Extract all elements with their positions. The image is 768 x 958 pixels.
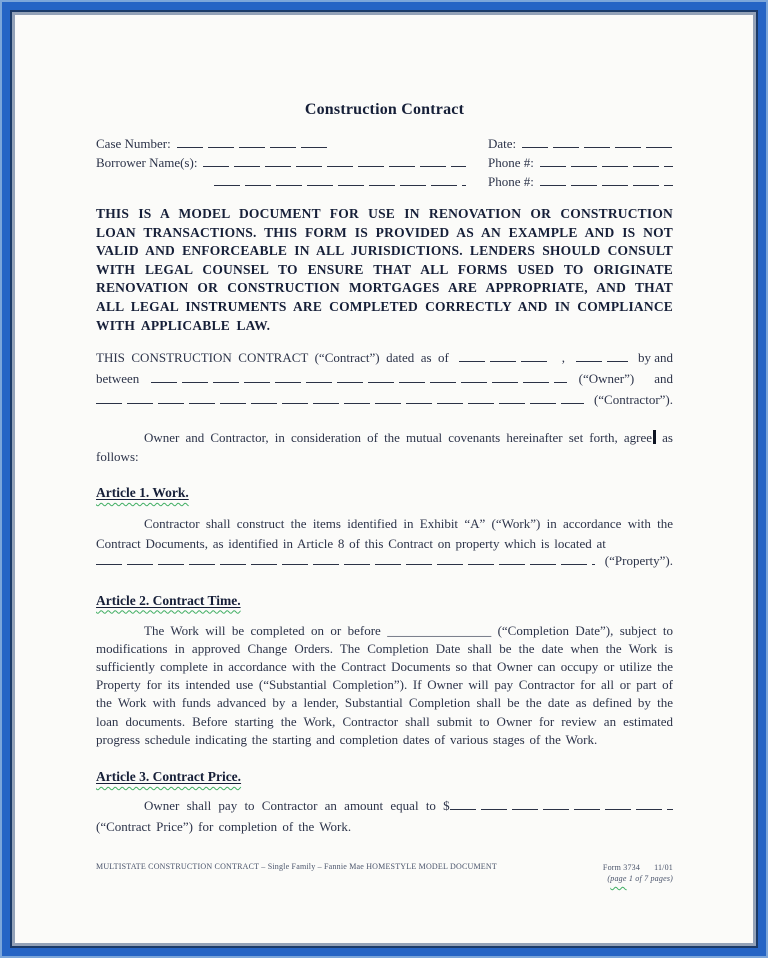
owner-name-blank xyxy=(151,371,566,383)
borrower-name-blank-line xyxy=(203,155,466,167)
property-term: (“Property”). xyxy=(604,553,673,569)
borrower-name-row xyxy=(96,155,488,174)
date-row xyxy=(488,136,673,155)
model-document-disclaimer: THIS IS A MODEL DOCUMENT FOR USE IN RENOVATION OR CONSTRUCTION LOAN TRANSACTIONS. THIS FORM IS PROVIDED AS AN EXAMPLE AND IS NOT VALID AND ENFORCEABLE IN ALL JURISDICTIONS. LENDERS SHOULD CONSULT WITH LEGAL COUNSEL TO ENSURE THAT ALL FORMS USED TO ORIGINATE RENOVATION OR CONSTRUCTION MORTGAGES ARE APPROPRIATE, AND THAT ALL LEGAL INSTRUMENTS ARE COMPLETED CORRECTLY AND IN COMPLIANCE WITH APPLICABLE LAW. xyxy=(96,206,673,333)
intro-owner-term: (“Owner”) xyxy=(578,371,635,387)
contract-price-text-2: (“Contract Price”) for completion of the Work. xyxy=(96,819,352,835)
article-3-heading-text: Article 3. Contract Price. xyxy=(96,769,242,785)
footer-revision-date: 11/01 xyxy=(654,863,673,873)
intro-and: and xyxy=(654,371,673,387)
page-count-open: ( xyxy=(607,874,611,884)
phone-label-2: Phone #: xyxy=(488,174,534,189)
phone-blank-line-1 xyxy=(540,155,673,167)
article-2-body: The Work will be completed on or before ________________ (“Completion Date”), subject to modifications in approved Change Orders. The Completion Date shall be the date when the Work is sufficiently complete in accordance with the Contract Documents so that Owner can occupy or utilize the Property for its intended use (“Substantial Completion”). If Owner will pay Contractor for all or part of the Work with funds advanced by a lender, Substantial Completion shall be the date as defined by the loan documents. Before starting the Work, Contractor shall submit to Owner for review an estimated progress schedule indicating the starting and completion dates of various stages of the Work. xyxy=(96,622,673,747)
document-title: Construction Contract xyxy=(304,101,465,118)
article-1-section xyxy=(96,485,673,573)
article-3-section xyxy=(96,769,673,836)
article-1-heading xyxy=(96,485,673,501)
footer-form-number: Form 3734 xyxy=(602,863,641,873)
borrower-name-label: Borrower Name(s): xyxy=(96,155,198,170)
case-number-row xyxy=(96,136,488,155)
header-left-column xyxy=(96,136,488,193)
header-right-column xyxy=(488,136,673,193)
property-address-blank xyxy=(96,553,595,565)
property-blank-row xyxy=(96,553,673,573)
article-2-heading xyxy=(96,593,673,609)
page-count-word: page xyxy=(610,874,627,884)
footer-page-count xyxy=(607,874,673,883)
borrower-name-row-2 xyxy=(96,174,488,193)
article-1-body: Contractor shall construct the items identified in Exhibit “A” (“Work”) in accordance with the Contract Documents, as identified in Article 8 of this Contract on property which is located at xyxy=(96,516,673,551)
footer-form-number-block xyxy=(603,862,673,884)
intro-line-1 xyxy=(96,350,673,371)
phone-row-1 xyxy=(488,155,673,174)
borrower-name-blank-line-2 xyxy=(214,174,466,186)
intro-comma: , xyxy=(561,350,566,366)
footer-form-name: MULTISTATE CONSTRUCTION CONTRACT – Single Family – Fannie Mae HOMESTYLE MODEL DOCUMENT xyxy=(96,862,497,872)
case-number-label: Case Number: xyxy=(96,136,171,151)
article-2-section xyxy=(96,593,673,749)
article-1-heading-text: Article 1. Work. xyxy=(96,485,189,501)
document-page xyxy=(15,15,753,943)
contractor-name-blank xyxy=(96,392,584,404)
agreement-text-after-cursor: as follows: xyxy=(96,430,678,465)
date-label: Date: xyxy=(488,136,517,151)
agreement-text-before-cursor: Owner and Contractor, in consideration of the mutual covenants hereinafter set forth, agree xyxy=(144,430,653,446)
article-3-heading xyxy=(96,769,673,785)
page-footer xyxy=(96,862,673,884)
intro-line-3 xyxy=(96,392,673,413)
phone-label-1: Phone #: xyxy=(488,155,534,170)
article-2-heading-text: Article 2. Contract Time. xyxy=(96,592,241,608)
agreement-paragraph xyxy=(96,428,678,466)
intro-between: between xyxy=(96,371,140,387)
contract-price-row xyxy=(96,798,673,817)
date-blank-line xyxy=(522,136,673,148)
intro-dated-text: THIS CONSTRUCTION CONTRACT (“Contract”) dated as of xyxy=(96,350,449,366)
page-count-rest: 1 of 7 pages) xyxy=(626,874,673,884)
intro-line-2 xyxy=(96,371,673,392)
intro-by-and: by and xyxy=(637,350,673,366)
contract-price-text: Owner shall pay to Contractor an amount equal to $ xyxy=(144,798,450,814)
contract-intro-block xyxy=(96,350,673,413)
date-year-blank xyxy=(576,350,628,362)
header-fields xyxy=(96,136,673,193)
case-number-blank-line xyxy=(177,136,327,148)
phone-blank-line-2 xyxy=(540,174,673,186)
contract-price-blank xyxy=(450,798,673,810)
intro-contractor-term: (“Contractor”). xyxy=(593,392,673,408)
date-month-blank xyxy=(459,350,551,362)
phone-row-2 xyxy=(488,174,673,193)
